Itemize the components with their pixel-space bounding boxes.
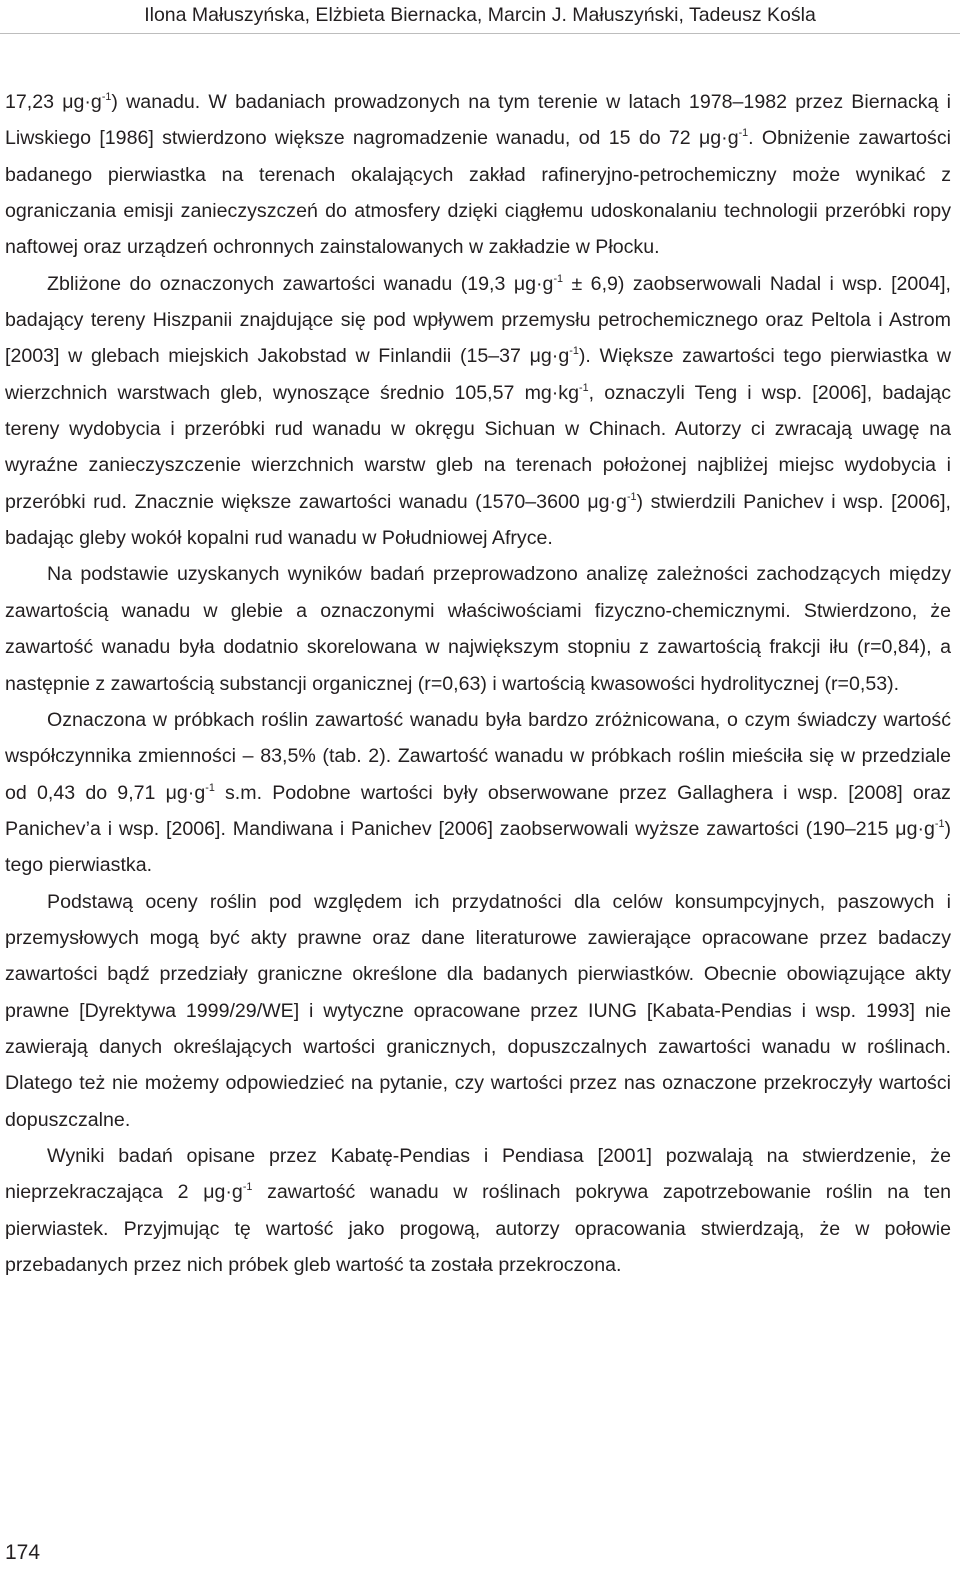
superscript: -1	[569, 345, 579, 358]
superscript: -1	[553, 272, 564, 285]
text-run: zawartość wanadu w roślinach pokrywa zapotrzebowanie roślin na ten pierwiastek. Przyjmując tę wartość jako progową, autorzy opracowania stwierdzają, że w połowie przebadanych przez nich próbek gleb wartość ta została przekroczona.	[5, 1181, 951, 1276]
text-run: ). Większe zawartości tego pierwiastka w wierzchnich warstwach gleb, wynoszące średnio 105,57 mg·kg	[5, 345, 951, 404]
running-header: Ilona Małuszyńska, Elżbieta Biernacka, Marcin J. Małuszyński, Tadeusz Kośla	[144, 4, 816, 26]
text-run: Podstawą oceny roślin pod względem ich przydatności dla celów konsumpcyjnych, paszowych i przemysłowych mogą być akty prawne oraz dane literaturowe zawierające opracowane przez badaczy zawartości bądź przedziały graniczne określone dla badanych pierwiastków. Obecnie obowiązujące akty prawne [Dyrektywa 1999/29/WE] i wytyczne opracowane przez IUNG [Kabata-Pendias i wsp. 1993] nie zawierają danych określających wartości granicznych, dopuszczalnych zawartości wanadu w roślinach. Dlatego też nie możemy odpowiedzieć na pytanie, czy wartości przez nas oznaczone przekroczyły wartości dopuszczalne.	[5, 890, 951, 1131]
superscript: -1	[242, 1181, 253, 1194]
superscript: -1	[738, 127, 749, 140]
text-run: . Obniżenie zawartości badanego pierwiastka na terenach okalających zakład rafineryjno-petrochemiczny może wynikać z ograniczania emisji zanieczyszczeń do atmosfery dzięki ciągłemu udoskonalaniu technologii przeróbki ropy naftowej oraz urządzeń ochronnych zainstalowanych w zakładzie w Płocku.	[5, 127, 951, 259]
superscript: -1	[934, 817, 945, 830]
text-run: ± 6,9) zaobserwowali Nadal i wsp. [2004], badający tereny Hiszpanii znajdujące się pod wpływem przemysłu petrochemicznego oraz Peltola i Astrom [2003] w glebach miejskich Jakobstad w Finlandii (15–37 μg·g	[5, 272, 952, 368]
header-rule	[0, 33, 960, 34]
paragraph	[5, 84, 951, 266]
text-run: 17,23 μg·g	[5, 91, 102, 113]
paragraph	[5, 1138, 951, 1283]
text-run: ) tego pierwiastka.	[5, 817, 951, 877]
text-run: Oznaczona w próbkach roślin zawartość wanadu była bardzo zróżnicowana, o czym świadczy wartość współczynnika zmienności – 83,5% (tab. 2). Zawartość wanadu w próbkach roślin mieściła się w przedziale od 0,43 do 9,71 μg·g	[5, 708, 951, 804]
superscript: -1	[579, 381, 589, 394]
paragraph	[5, 702, 951, 884]
text-run: ) wanadu. W badaniach prowadzonych na tym terenie w latach 1978–1982 przez Biernacką i Liwskiego [1986] stwierdzono większe nagromadzenie wanadu, od 15 do 72 μg·g	[5, 91, 951, 150]
superscript: -1	[626, 490, 637, 503]
text-run: Wyniki badań opisane przez Kabatę-Pendias i Pendiasa [2001] pozwalają na stwierdzenie, że nieprzekraczająca 2 μg·g	[5, 1144, 951, 1204]
page-number: 174	[5, 1541, 41, 1564]
paragraph	[5, 884, 951, 1138]
paragraph	[5, 556, 951, 701]
body-text	[5, 84, 951, 1283]
text-run: ) stwierdzili Panichev i wsp. [2006], badając gleby wokół kopalni rud wanadu w Południowej Afryce.	[5, 490, 952, 550]
text-run: Zbliżone do oznaczonych zawartości wanadu (19,3 μg·g	[47, 272, 554, 295]
text-run: , oznaczyli Teng i wsp. [2006], badając tereny wydobycia i przeróbki rud wanadu w okręgu Sichuan w Chinach. Autorzy ci zwracają uwagę na wyraźne zanieczyszczenie wierzchnich warstw gleb na terenach położonej najbliżej miejsc wydobycia i przeróbki rud. Znacznie większe zawartości wanadu (1570–3600 μg·g	[5, 381, 951, 513]
paragraph	[5, 266, 951, 557]
superscript: -1	[101, 90, 112, 103]
text-run: Na podstawie uzyskanych wyników badań przeprowadzono analizę zależności zachodzących między zawartością wanadu w glebie a oznaczonymi właściwościami fizyczno-chemicznymi. Stwierdzono, że zawartość wanadu była dodatnio skorelowana w największym stopniu z zawartością frakcji iłu (r=0,84), a następnie z zawartością substancji organicznej (r=0,63) i wartością kwasowości hydrolitycznej (r=0,53).	[5, 563, 951, 695]
superscript: -1	[205, 781, 215, 794]
text-run: s.m. Podobne wartości były obserwowane przez Gallaghera i wsp. [2008] oraz Panichev’a i wsp. [2006]. Mandiwana i Panichev [2006] zaobserwowali wyższe zawartości (190–215 μg·g	[5, 781, 951, 840]
